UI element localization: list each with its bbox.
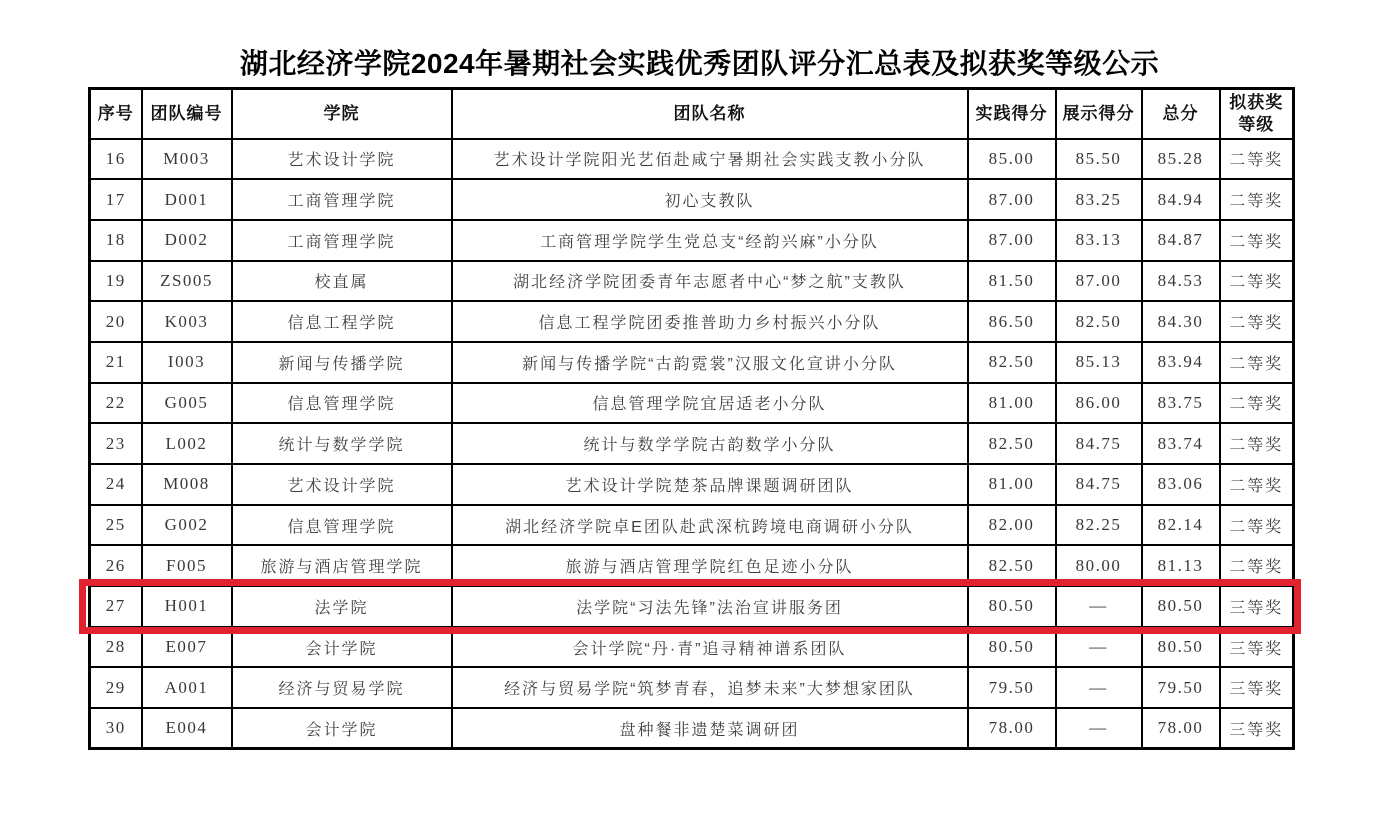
cell-display-score: 82.25 (1056, 505, 1142, 546)
cell-total-score: 84.94 (1142, 179, 1220, 220)
cell-serial: 24 (90, 464, 142, 505)
cell-team-code: E007 (142, 627, 232, 668)
cell-award-level: 三等奖 (1220, 667, 1294, 708)
cell-award-level: 二等奖 (1220, 342, 1294, 383)
cell-college: 经济与贸易学院 (232, 667, 452, 708)
cell-college: 法学院 (232, 586, 452, 627)
cell-display-score: 80.00 (1056, 545, 1142, 586)
cell-college: 统计与数学学院 (232, 423, 452, 464)
col-header-team-name: 团队名称 (452, 89, 968, 139)
table-row (90, 139, 1294, 180)
cell-team-name: 经济与贸易学院“筑梦青春，追梦未来”大梦想家团队 (452, 667, 968, 708)
cell-team-code: A001 (142, 667, 232, 708)
cell-display-score: 83.25 (1056, 179, 1142, 220)
cell-award-level: 二等奖 (1220, 261, 1294, 302)
cell-display-score: 85.13 (1056, 342, 1142, 383)
cell-practice-score: 81.50 (968, 261, 1056, 302)
cell-team-code: G002 (142, 505, 232, 546)
cell-practice-score: 79.50 (968, 667, 1056, 708)
cell-serial: 22 (90, 383, 142, 424)
cell-team-name: 艺术设计学院楚茶品牌课题调研团队 (452, 464, 968, 505)
cell-total-score: 83.94 (1142, 342, 1220, 383)
cell-award-level: 二等奖 (1220, 545, 1294, 586)
cell-team-name: 初心支教队 (452, 179, 968, 220)
table-row (90, 179, 1294, 220)
cell-serial: 20 (90, 301, 142, 342)
table-row (90, 261, 1294, 302)
cell-award-level: 二等奖 (1220, 383, 1294, 424)
cell-college: 会计学院 (232, 627, 452, 668)
col-header-college: 学院 (232, 89, 452, 139)
cell-team-name: 工商管理学院学生党总支“经韵兴麻”小分队 (452, 220, 968, 261)
cell-award-level: 二等奖 (1220, 220, 1294, 261)
cell-college: 艺术设计学院 (232, 139, 452, 180)
cell-practice-score: 87.00 (968, 179, 1056, 220)
cell-display-score: 86.00 (1056, 383, 1142, 424)
cell-team-code: D002 (142, 220, 232, 261)
cell-serial: 18 (90, 220, 142, 261)
cell-college: 工商管理学院 (232, 220, 452, 261)
cell-total-score: 84.53 (1142, 261, 1220, 302)
cell-display-score: 83.13 (1056, 220, 1142, 261)
cell-team-code: I003 (142, 342, 232, 383)
cell-team-name: 统计与数学学院古韵数学小分队 (452, 423, 968, 464)
cell-serial: 17 (90, 179, 142, 220)
cell-team-name: 旅游与酒店管理学院红色足迹小分队 (452, 545, 968, 586)
col-header-display-score: 展示得分 (1056, 89, 1142, 139)
cell-display-score: 87.00 (1056, 261, 1142, 302)
cell-display-score: 84.75 (1056, 464, 1142, 505)
table-row (90, 464, 1294, 505)
cell-award-level: 三等奖 (1220, 708, 1294, 749)
cell-serial: 28 (90, 627, 142, 668)
cell-team-name: 法学院“习法先锋”法治宣讲服务团 (452, 586, 968, 627)
table-row (90, 301, 1294, 342)
score-table (88, 87, 1295, 750)
cell-display-score: 82.50 (1056, 301, 1142, 342)
cell-practice-score: 80.50 (968, 627, 1056, 668)
cell-display-score: 85.50 (1056, 139, 1142, 180)
cell-total-score: 82.14 (1142, 505, 1220, 546)
cell-team-name: 艺术设计学院阳光艺佰赴咸宁暑期社会实践支教小分队 (452, 139, 968, 180)
cell-total-score: 85.28 (1142, 139, 1220, 180)
table-row (90, 667, 1294, 708)
cell-team-name: 新闻与传播学院“古韵霓裳”汉服文化宣讲小分队 (452, 342, 968, 383)
cell-team-code: M008 (142, 464, 232, 505)
cell-award-level: 三等奖 (1220, 586, 1294, 627)
col-header-award-level: 拟获奖等级 (1220, 89, 1294, 139)
cell-total-score: 80.50 (1142, 586, 1220, 627)
cell-serial: 29 (90, 667, 142, 708)
cell-team-code: M003 (142, 139, 232, 180)
col-header-serial: 序号 (90, 89, 142, 139)
cell-college: 新闻与传播学院 (232, 342, 452, 383)
cell-team-code: G005 (142, 383, 232, 424)
table-header-row (90, 89, 1294, 139)
cell-practice-score: 81.00 (968, 383, 1056, 424)
cell-total-score: 78.00 (1142, 708, 1220, 749)
cell-team-code: D001 (142, 179, 232, 220)
cell-practice-score: 82.50 (968, 342, 1056, 383)
table-row (90, 383, 1294, 424)
col-header-team-code: 团队编号 (142, 89, 232, 139)
cell-team-name: 盘种餐非遗楚菜调研团 (452, 708, 968, 749)
cell-team-name: 湖北经济学院卓E团队赴武深杭跨境电商调研小分队 (452, 505, 968, 546)
cell-total-score: 84.30 (1142, 301, 1220, 342)
cell-serial: 25 (90, 505, 142, 546)
cell-award-level: 二等奖 (1220, 464, 1294, 505)
cell-display-score: — (1056, 627, 1142, 668)
cell-practice-score: 81.00 (968, 464, 1056, 505)
table-row-highlighted (90, 586, 1294, 627)
cell-college: 校直属 (232, 261, 452, 302)
table-row (90, 342, 1294, 383)
cell-practice-score: 80.50 (968, 586, 1056, 627)
cell-total-score: 84.87 (1142, 220, 1220, 261)
cell-practice-score: 82.00 (968, 505, 1056, 546)
score-table-container (88, 87, 1295, 750)
cell-total-score: 79.50 (1142, 667, 1220, 708)
cell-serial: 19 (90, 261, 142, 302)
cell-college: 信息工程学院 (232, 301, 452, 342)
page-title: 湖北经济学院2024年暑期社会实践优秀团队评分汇总表及拟获奖等级公示 (239, 48, 1160, 79)
cell-award-level: 二等奖 (1220, 505, 1294, 546)
cell-practice-score: 78.00 (968, 708, 1056, 749)
cell-practice-score: 85.00 (968, 139, 1056, 180)
cell-award-level: 二等奖 (1220, 423, 1294, 464)
cell-college: 会计学院 (232, 708, 452, 749)
cell-display-score: — (1056, 667, 1142, 708)
cell-award-level: 二等奖 (1220, 139, 1294, 180)
col-header-practice-score: 实践得分 (968, 89, 1056, 139)
table-row (90, 423, 1294, 464)
cell-team-code: H001 (142, 586, 232, 627)
cell-total-score: 80.50 (1142, 627, 1220, 668)
cell-college: 信息管理学院 (232, 505, 452, 546)
table-row (90, 220, 1294, 261)
cell-team-code: ZS005 (142, 261, 232, 302)
cell-serial: 26 (90, 545, 142, 586)
table-row (90, 545, 1294, 586)
cell-total-score: 83.75 (1142, 383, 1220, 424)
cell-practice-score: 87.00 (968, 220, 1056, 261)
cell-award-level: 二等奖 (1220, 179, 1294, 220)
cell-total-score: 83.74 (1142, 423, 1220, 464)
cell-serial: 16 (90, 139, 142, 180)
cell-serial: 27 (90, 586, 142, 627)
col-header-total-score: 总分 (1142, 89, 1220, 139)
cell-display-score: — (1056, 708, 1142, 749)
cell-award-level: 三等奖 (1220, 627, 1294, 668)
cell-team-code: L002 (142, 423, 232, 464)
cell-award-level: 二等奖 (1220, 301, 1294, 342)
table-row (90, 505, 1294, 546)
cell-total-score: 81.13 (1142, 545, 1220, 586)
cell-practice-score: 82.50 (968, 545, 1056, 586)
cell-team-name: 会计学院“丹·青”追寻精神谱系团队 (452, 627, 968, 668)
cell-team-name: 信息管理学院宜居适老小分队 (452, 383, 968, 424)
cell-college: 信息管理学院 (232, 383, 452, 424)
cell-serial: 21 (90, 342, 142, 383)
cell-serial: 23 (90, 423, 142, 464)
cell-total-score: 83.06 (1142, 464, 1220, 505)
cell-college: 旅游与酒店管理学院 (232, 545, 452, 586)
cell-team-code: F005 (142, 545, 232, 586)
cell-team-name: 信息工程学院团委推普助力乡村振兴小分队 (452, 301, 968, 342)
cell-college: 艺术设计学院 (232, 464, 452, 505)
cell-display-score: — (1056, 586, 1142, 627)
cell-serial: 30 (90, 708, 142, 749)
cell-team-code: E004 (142, 708, 232, 749)
table-row (90, 708, 1294, 749)
cell-practice-score: 82.50 (968, 423, 1056, 464)
cell-college: 工商管理学院 (232, 179, 452, 220)
cell-practice-score: 86.50 (968, 301, 1056, 342)
table-row (90, 627, 1294, 668)
cell-team-name: 湖北经济学院团委青年志愿者中心“梦之航”支教队 (452, 261, 968, 302)
cell-display-score: 84.75 (1056, 423, 1142, 464)
cell-team-code: K003 (142, 301, 232, 342)
